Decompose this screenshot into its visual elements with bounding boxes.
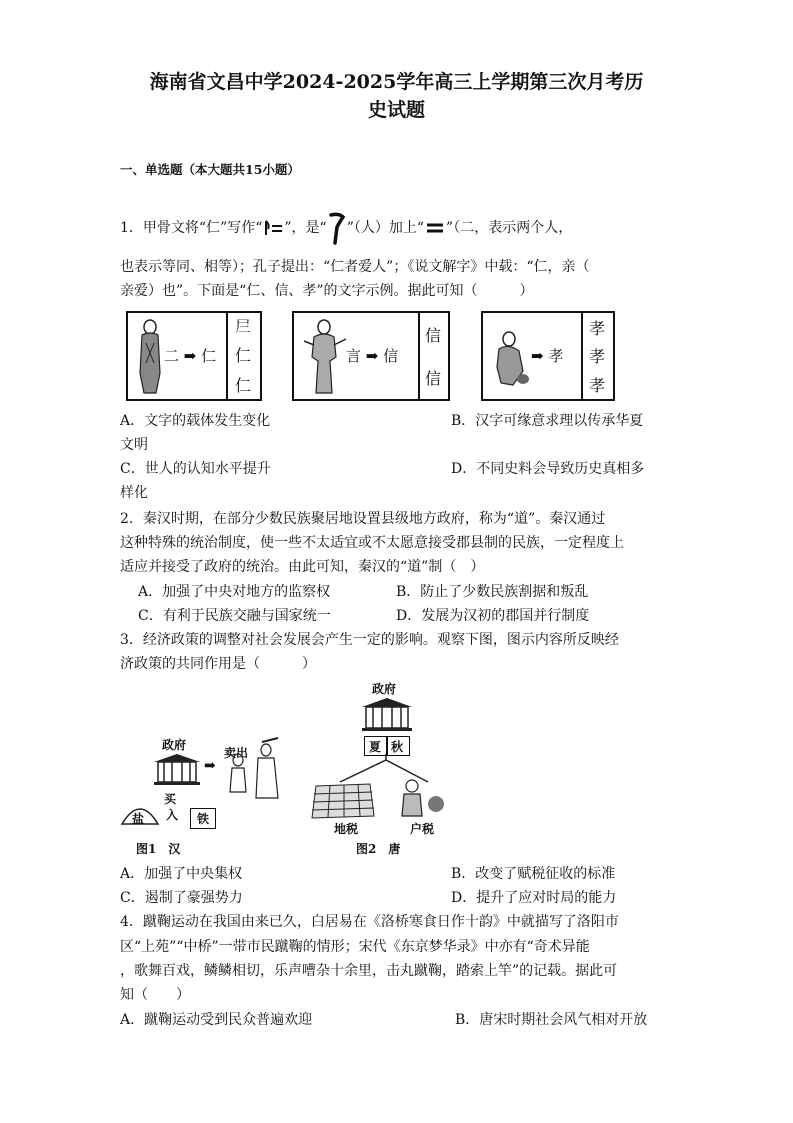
q1-text-b: ”，是“	[284, 220, 327, 236]
q2-option-c[interactable]: C．有利于民族交融与国家统一	[138, 608, 331, 624]
ren-char-column	[228, 313, 258, 399]
title-line-2: 史试题	[367, 99, 425, 121]
fig1-caption: 图1 汉	[136, 842, 181, 856]
q2-option-a[interactable]: A．加强了中央对地方的监察权	[138, 584, 331, 600]
fig2-season-box	[364, 736, 410, 756]
fig1-gov-label: 政府	[162, 738, 187, 752]
title-line-1: 海南省文昌中学2024-2025学年高三上学期第三次月考历	[149, 71, 644, 93]
q1-option-c[interactable]: C．世人的认知水平提升	[120, 461, 271, 477]
q4-option-a[interactable]: A．蹴鞠运动受到民众普遍欢迎	[120, 1012, 313, 1028]
oracle-person-glyph	[327, 211, 347, 245]
q3-stem-line-1: 3．经济政策的调整对社会发展会产生一定的影响。观察下图，图示内容所反映经	[120, 632, 619, 648]
fig1-buy-label-2: 入	[166, 808, 179, 822]
ren-char-2: 仁	[234, 345, 251, 365]
xiao-char-1: 孝	[588, 318, 605, 338]
xin-illustration	[294, 313, 418, 399]
q1-option-d[interactable]: D．不同史料会导致历史真相多	[451, 461, 645, 477]
fig2-government-building-icon	[360, 696, 414, 732]
q1-option-b[interactable]: B．汉字可缘意求理以传承华夏	[451, 413, 644, 429]
q1-text-d: ”（二，表示两个人，	[446, 220, 573, 236]
q1-option-d-wrap: 样化	[120, 485, 148, 501]
q2-option-d[interactable]: D．发展为汉初的郡国并行制度	[396, 608, 590, 624]
xiao-char-2: 孝	[588, 347, 605, 367]
ren-formula: 二 ➡ 仁	[164, 347, 217, 365]
xiao-formula: ➡ 孝	[531, 347, 564, 365]
fig1-iron-label: 铁	[190, 808, 216, 829]
xin-formula: 言 ➡ 信	[346, 347, 399, 365]
figure-ren	[126, 311, 262, 401]
ren-char-3: 仁	[234, 375, 251, 395]
fig2-summer-label: 夏	[369, 740, 382, 754]
fig1-sell-label: 卖出	[224, 746, 249, 760]
q4-stem-line-4: 知（ ）	[120, 987, 190, 1003]
fig2-household-tax-label: 户税	[410, 822, 435, 836]
oracle-ren-glyph	[262, 219, 284, 237]
q4-stem-line-3: ，歌舞百戏，鳞鳞相切，乐声嘈杂十余里，击丸蹴鞠，踏索上竿”的记载。据此可	[120, 963, 618, 979]
q3-option-a[interactable]: A．加强了中央集权	[120, 866, 243, 882]
fig2-autumn-label: 秋	[391, 740, 404, 754]
q2-stem-line-1: 2．秦汉时期，在部分少数民族聚居地设置县级地方政府，称为“道”。秦汉通过	[120, 511, 606, 527]
xin-char-1: 信	[424, 326, 441, 345]
q2-stem-line-3: 适应并接受了政府的统治。由此可知，秦汉的“道”制（ ）	[120, 559, 485, 575]
figure-xin	[292, 311, 450, 401]
oracle-two-glyph	[424, 221, 446, 235]
fig1-sell-arrow-icon: ➡	[204, 758, 216, 774]
document-title	[60, 68, 733, 124]
fig1-buy-label: 买	[164, 792, 177, 806]
section-heading: 一、单选题（本大题共15小题）	[120, 162, 300, 177]
q1-stem-line-1	[120, 211, 572, 245]
q3-option-d[interactable]: D．提升了应对时局的能力	[451, 890, 617, 906]
fig2-household-icon	[398, 776, 448, 820]
q3-option-b[interactable]: B．改变了赋税征收的标准	[451, 866, 616, 882]
q2-option-b[interactable]: B．防止了少数民族割据和叛乱	[396, 584, 589, 600]
fig1-people-icon	[226, 736, 288, 802]
ren-char-1: 𡰥	[234, 317, 251, 337]
q4-stem-line-2: 区“上苑”“中桥”一带市民蹴鞠的情形；宋代《东京梦华录》中亦有“奇术异能	[120, 939, 590, 955]
q4-option-b[interactable]: B．唐宋时期社会风气相对开放	[455, 1012, 648, 1028]
q3-figure-2	[306, 680, 466, 858]
q1-stem-line-2: 也表示等同、相等）；孔子提出：“仁者爱人”；《说文解字》中载：“仁，亲（	[120, 259, 590, 275]
q2-stem-line-2: 这种特殊的统治制度，使一些不太适宜或不太愿意接受郡县制的民族，一定程度上	[120, 535, 624, 551]
xiao-illustration	[483, 313, 581, 399]
fig2-caption: 图2 唐	[356, 842, 401, 856]
q3-figure-1	[116, 730, 306, 858]
fig1-government-building-icon	[152, 752, 202, 786]
xiao-char-3: 孝	[588, 376, 605, 396]
q1-option-a[interactable]: A．文字的载体发生变化	[120, 413, 271, 429]
q4-stem-line-1: 4．蹴鞠运动在我国由来已久，白居易在《洛桥寒食日作十韵》中就描写了洛阳市	[120, 914, 619, 930]
ren-illustration	[128, 313, 226, 399]
q1-stem-line-3: 亲爱）也”。下面是“仁、信、孝”的文字示例。据此可知（ ）	[120, 283, 534, 299]
q1-option-b-wrap: 文明	[120, 437, 148, 453]
q1-text-a: 1．甲骨文将“仁”写作“	[120, 220, 263, 236]
xin-char-column	[420, 313, 446, 399]
q3-option-c[interactable]: C．遏制了豪强势力	[120, 890, 243, 906]
fig1-salt-label: 盐	[132, 812, 145, 826]
q1-text-c: ”（人）加上“	[346, 220, 425, 236]
fig2-land-tax-label: 地税	[334, 822, 359, 836]
xiao-char-column	[583, 313, 611, 399]
figure-xiao	[481, 311, 615, 401]
xin-char-2: 信	[424, 369, 441, 388]
q3-stem-line-2: 济政策的共同作用是（ ）	[120, 656, 316, 672]
fig2-farmland-icon	[310, 780, 376, 820]
fig2-gov-label: 政府	[372, 682, 397, 696]
